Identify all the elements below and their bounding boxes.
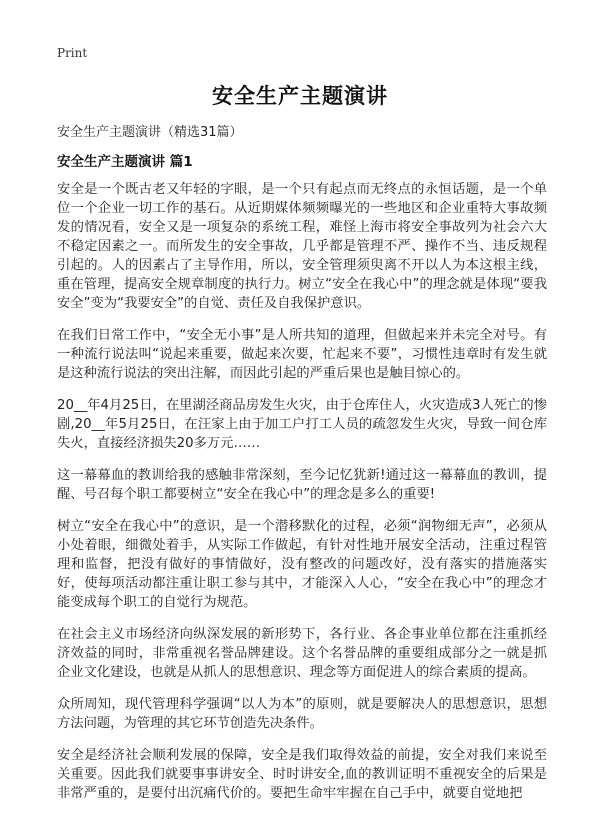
paragraph: 在我们日常工作中，“安全无小事”是人所共知的道理，但做起来并未完全对号。有一种流行说法叫“说起来重要，做起来次要，忙起来不要”，习惯性违章时有发生就是这种流行说法的突出注解，而因此引起的严重后果也是触目惊心的。 <box>57 328 547 381</box>
paragraph: 众所周知，现代管理科学强调“以人为本”的原则，就是要解决人的思想意识，思想方法问题，为管理的其它环节创造先决条件。 <box>57 697 547 731</box>
document-subtitle: 安全生产主题演讲（精选31篇） <box>57 125 243 140</box>
print-link[interactable]: Print <box>57 46 88 60</box>
section-heading: 安全生产主题演讲 篇1 <box>57 154 193 170</box>
paragraph: 树立“安全在我心中”的意识，是一个潜移默化的过程，必须“润物细无声”，必须从小处着眼，细微处着手，从实际工作做起，有针对性地开展安全活动，注重过程管理和监督，把没有做好的事情做好，没有整改的问题改好，没有落实的措施落实好，使每项活动都注重让职工参与其中，才能深入人心，“安全在我心中”的理念才能变成每个职工的自觉行为规范。 <box>57 519 547 610</box>
paragraph: 安全是一个既古老又年轻的字眼，是一个只有起点而无终点的永恒话题，是一个单位一个企业一切工作的基石。从近期媒体频频曝光的一些地区和企业重特大事故频发的情况看，安全又是一项复杂的系统工程，难怪上海市将安全事故列为社会六大不稳定因素之一。而所发生的安全事故，几乎都是管理不严、操作不当、违反规程引起的。人的因素占了主导作用，所以，安全管理须臾离不开以人为本这根主线，重在管理，提高安全规章制度的执行力。树立“安全在我心中”的理念就是体现“要我安全”变为“我要安全”的自觉、责任及自我保护意识。 <box>57 182 547 311</box>
paragraph: 安全是经济社会顺利发展的保障，安全是我们取得效益的前提，安全对我们来说至关重要。因此我们就要事事讲安全、时时讲安全,血的教训证明不重视安全的后果是非常严重的，是要付出沉痛代价的。要把生命牢牢握在自己手中，就要自觉地把 <box>57 748 547 801</box>
paragraph: 在社会主义市场经济向纵深发展的新形势下，各行业、各企事业单位都在注重抓经济效益的同时，非常重视名誉品牌建设。这个名誉品牌的重要组成部分之一就是抓企业文化建设，也就是从抓人的思想意识、理念等方面促进人的综合素质的提高。 <box>57 627 547 680</box>
paragraph: 20__年4月25日，在里湖泾商品房发生火灾，由于仓库住人，火灾造成3人死亡的惨剧,20__年5月25日，在汪家上由于加工户打工人员的疏忽发生火灾，导致一间仓库失火，直接经济损失20多万元…… <box>57 398 547 451</box>
paragraph: 这一幕幕血的教训给我的感触非常深刻，至今记忆犹新!通过这一幕幕血的教训，提醒、号召每个职工都要树立“安全在我心中”的理念是多么的重要! <box>57 468 547 502</box>
document-body <box>57 180 547 816</box>
page-title: 安全生产主题演讲 <box>212 84 388 108</box>
